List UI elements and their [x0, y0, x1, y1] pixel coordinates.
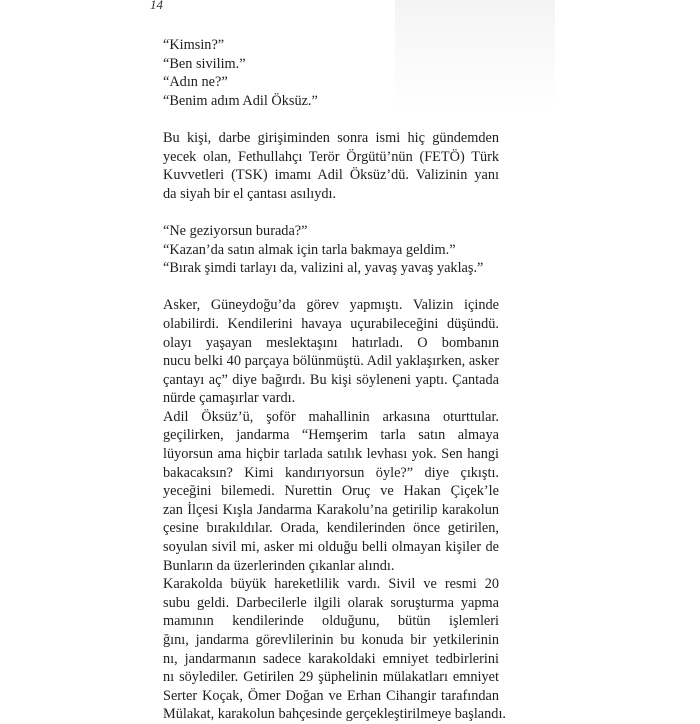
text-line: nı, jandarmanın sadece karakoldaki emniyet tedbirlerini: [163, 650, 499, 667]
body-text: [163, 36, 506, 724]
text-line: Serter Koçak, Ömer Doğan ve Erhan Cihangir tarafından: [163, 687, 499, 704]
text-line: “Ben sivilim.”: [163, 55, 246, 72]
text-line: da siyah bir el çantası asılıydı.: [163, 185, 337, 202]
text-line: Kuvvetleri (TSK) imamı Adil Öksüz’dü. Valizinin yanı: [163, 167, 499, 184]
text-line: nucu belki 40 parçaya bölünmüştü. Adil yaklaşırken, asker: [163, 353, 499, 370]
text-line: bakacaksın? Kimi kandırıyorsun öyle?” diye çıkıştı.: [163, 464, 499, 481]
text-line: Adil Öksüz’ü, şoför mahallinin arkasına oturttular.: [163, 408, 499, 425]
text-line: Asker, Güneydoğu’da görev yapmıştı. Valizin içinde: [163, 297, 499, 314]
text-line: çesine bırakıldılar. Orada, kendilerinden önce getirilen,: [163, 520, 499, 537]
text-line: subu geldi. Darbecilerle ilgili olarak soruşturma yapma: [163, 594, 499, 611]
text-line: “Kimsin?”: [163, 37, 225, 53]
text-line: çantayı aç” diye bağırdı. Bu kişi söyleneni yaptı. Çantada: [163, 371, 499, 388]
text-line: Karakolda büyük hareketlilik vardı. Sivil ve resmi 20: [163, 576, 499, 593]
page-number: 14: [150, 0, 163, 12]
text-line: Mülakat, karakolun bahçesinde gerçekleştirilmeye başlandı.: [163, 706, 506, 723]
paragraph-gap: [163, 278, 499, 297]
text-line: yeceğini bilemedi. Nurettin Oruç ve Hakan Çiçek’le: [163, 483, 499, 500]
text-line: “Benim adım Adil Öksüz.”: [163, 92, 318, 109]
text-line: “Adın ne?”: [163, 74, 228, 91]
text-line: lüyorsun ama hiçbir tarlada satılık levhası yok. Sen hangi: [163, 446, 499, 463]
text-line: nürde çamaşırlar vardı.: [163, 390, 296, 407]
text-line: olabilirdi. Kendilerini havaya uçurabileceğini düşündü.: [163, 315, 499, 332]
text-line: ğını, jandarma görevlilerinin bu konuda bir yetkilerinin: [163, 632, 499, 648]
text-line: “Bırak şimdi tarlayı da, valizini al, yavaş yavaş yaklaş.”: [163, 260, 484, 277]
text-line: yecek olan, Fethullahçı Terör Örgütü’nün (FETÖ) Türk: [163, 148, 499, 165]
text-line: “Kazan’da satın almak için tarla bakmaya geldim.”: [163, 241, 456, 258]
text-line: Bunların da üzerlerinden çıkanlar alındı.: [163, 557, 395, 574]
text-line: mamının kendilerinde olduğunu, bütün işlemleri: [163, 613, 499, 630]
text-line: soyulan sivil mi, asker mi olduğu belli olmayan kişiler de: [163, 539, 499, 556]
text-line: Bu kişi, darbe girişiminden sonra ismi hiç gündemden: [163, 129, 499, 146]
text-line: zan İlçesi Kışla Jandarma Karakolu’na getirilip karakolun: [163, 501, 499, 518]
text-line: nı söylediler. Getirilen 29 şüphelinin mülakatları emniyet: [163, 669, 499, 686]
text-line: olayı yaşayan meslektaşını hatırladı. O bombanın: [163, 334, 499, 351]
text-line: geçilirken, jandarma “Hemşerim tarla satın almaya: [163, 427, 499, 444]
paragraph-gap: [163, 110, 499, 129]
paragraph-gap: [163, 203, 499, 222]
text-line: “Ne geziyorsun burada?”: [163, 222, 308, 239]
